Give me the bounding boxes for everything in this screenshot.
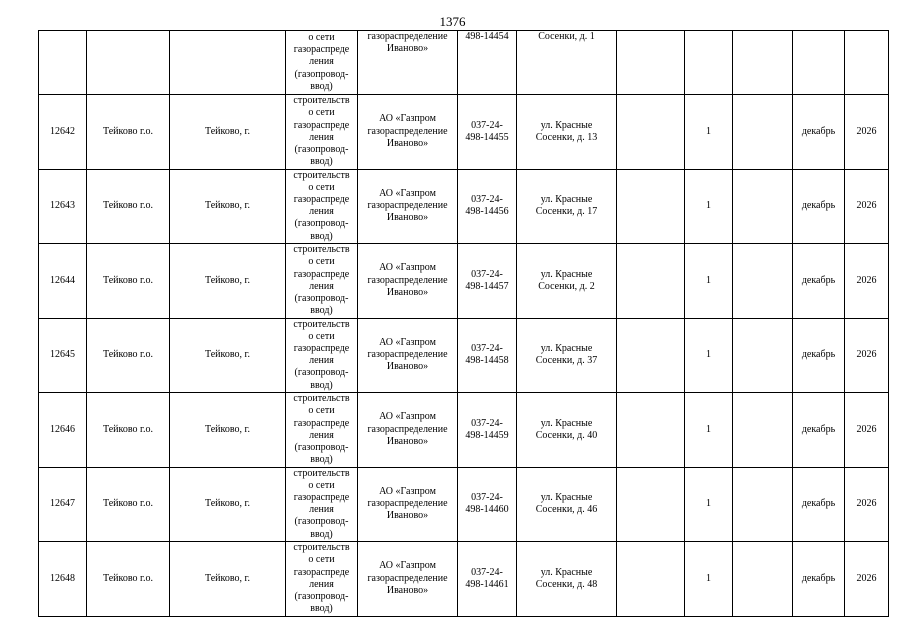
work-type-cell-line: о сети — [308, 479, 335, 491]
row-number-cell: 12642 — [39, 95, 87, 170]
page-number: 1376 — [439, 14, 466, 29]
table-row — [39, 318, 889, 393]
address-cell-line: ул. Красные — [540, 492, 593, 504]
work-type-cell-line: строительств — [293, 542, 350, 554]
organization-cell — [358, 31, 458, 95]
work-type-cell-line: (газопровод- — [294, 218, 349, 230]
year-cell — [845, 31, 889, 95]
row-number-cell: 12643 — [39, 169, 87, 244]
quantity-cell: 1 — [685, 467, 733, 542]
code-cell-line: 498-14461 — [465, 578, 509, 590]
code-cell — [458, 542, 517, 617]
address-cell-line: Сосенки, д. 17 — [535, 206, 598, 218]
organization-cell-line: газораспределение — [367, 200, 448, 212]
row-number-cell: 12645 — [39, 318, 87, 393]
organization-cell-line: Иваново» — [386, 584, 429, 596]
quantity-cell: 1 — [685, 318, 733, 393]
work-type-cell — [286, 318, 358, 393]
year-cell: 2026 — [845, 393, 889, 468]
year-cell: 2026 — [845, 244, 889, 319]
empty-cell — [733, 467, 793, 542]
work-type-cell-line: ления — [309, 429, 334, 441]
address-cell-line: Сосенки, д. 13 — [535, 131, 598, 143]
work-type-cell-line: строительств — [293, 318, 350, 330]
empty-cell — [733, 95, 793, 170]
table-row — [39, 393, 889, 468]
work-type-cell-line: (газопровод- — [294, 143, 349, 155]
work-type-cell-line: ввод) — [310, 454, 333, 466]
work-type-cell-line: ления — [309, 280, 334, 292]
address-cell-line: Сосенки, д. 37 — [535, 355, 598, 367]
address-cell — [517, 244, 617, 319]
organization-cell-line: АО «Газпром — [379, 560, 436, 572]
table-row — [39, 467, 889, 542]
settlement-cell: Тейково, г. — [170, 542, 286, 617]
municipality-cell: Тейково г.о. — [87, 542, 170, 617]
empty-cell — [733, 169, 793, 244]
year-cell: 2026 — [845, 95, 889, 170]
empty-cell — [733, 244, 793, 319]
municipality-cell: Тейково г.о. — [87, 467, 170, 542]
work-type-cell-line: ввод) — [310, 230, 333, 242]
work-type-cell-line: (газопровод- — [294, 516, 349, 528]
organization-cell-line: газораспределение — [367, 125, 448, 137]
organization-cell-line: газораспределение — [367, 572, 448, 584]
work-type-cell-line: ввод) — [310, 379, 333, 391]
address-cell — [517, 467, 617, 542]
address-cell-line: ул. Красные — [540, 194, 593, 206]
code-cell-line: 498-14456 — [465, 206, 509, 218]
empty-cell — [617, 31, 685, 95]
work-type-cell-line: о сети — [308, 31, 335, 43]
month-cell — [793, 31, 845, 95]
code-cell-line: 037-24- — [471, 119, 503, 131]
organization-cell — [358, 393, 458, 468]
settlement-cell: Тейково, г. — [170, 169, 286, 244]
municipality-cell: Тейково г.о. — [87, 169, 170, 244]
organization-cell — [358, 318, 458, 393]
code-cell — [458, 169, 517, 244]
address-cell-line: ул. Красные — [540, 343, 593, 355]
code-cell-line: 037-24- — [471, 417, 503, 429]
address-cell — [517, 31, 617, 95]
work-type-cell-line: строительств — [293, 393, 350, 405]
address-cell-line: Сосенки, д. 1 — [538, 31, 595, 42]
code-cell — [458, 95, 517, 170]
address-cell-line: Сосенки, д. 46 — [535, 504, 598, 516]
code-cell — [458, 244, 517, 319]
work-type-cell-line: (газопровод- — [294, 292, 349, 304]
work-type-cell-line: ввод) — [310, 603, 333, 615]
work-type-cell-line: строительств — [293, 169, 350, 181]
organization-cell-line: газораспределение — [367, 31, 448, 42]
settlement-cell — [170, 31, 286, 95]
empty-cell — [617, 95, 685, 170]
quantity-cell: 1 — [685, 542, 733, 617]
code-cell-line: 498-14459 — [465, 429, 509, 441]
table-row — [39, 95, 889, 170]
work-type-cell-line: ввод) — [310, 156, 333, 168]
quantity-cell: 1 — [685, 169, 733, 244]
work-type-cell-line: ления — [309, 578, 334, 590]
quantity-cell: 1 — [685, 244, 733, 319]
organization-cell-line: Иваново» — [386, 137, 429, 149]
code-cell-line: 498-14458 — [465, 355, 509, 367]
municipality-cell — [87, 31, 170, 95]
table-row — [39, 542, 889, 617]
work-type-cell-line: ввод) — [310, 305, 333, 317]
code-cell — [458, 467, 517, 542]
work-type-cell-line: газораспреде — [293, 194, 350, 206]
organization-cell — [358, 169, 458, 244]
work-type-cell-line: газораспреде — [293, 492, 350, 504]
quantity-cell — [685, 31, 733, 95]
work-type-cell-line: (газопровод- — [294, 68, 349, 80]
empty-cell — [617, 244, 685, 319]
work-type-cell-line: ления — [309, 504, 334, 516]
work-type-cell-line: о сети — [308, 330, 335, 342]
work-type-cell-line: газораспреде — [293, 119, 350, 131]
work-type-cell — [286, 31, 358, 95]
organization-cell-line: газораспределение — [367, 349, 448, 361]
registry-body — [39, 31, 889, 617]
work-type-cell-line: ления — [309, 206, 334, 218]
address-cell — [517, 393, 617, 468]
organization-cell-line: газораспределение — [367, 423, 448, 435]
work-type-cell-line: строительств — [293, 467, 350, 479]
empty-cell — [733, 31, 793, 95]
address-cell-line: Сосенки, д. 40 — [535, 429, 598, 441]
work-type-cell-line: ления — [309, 355, 334, 367]
code-cell — [458, 393, 517, 468]
month-cell: декабрь — [793, 393, 845, 468]
work-type-cell-line: о сети — [308, 107, 335, 119]
organization-cell-line: Иваново» — [386, 43, 429, 55]
work-type-cell-line: строительств — [293, 244, 350, 256]
organization-cell-line: АО «Газпром — [379, 485, 436, 497]
empty-cell — [617, 467, 685, 542]
month-cell: декабрь — [793, 95, 845, 170]
registry-table — [38, 30, 889, 617]
organization-cell-line: газораспределение — [367, 498, 448, 510]
municipality-cell: Тейково г.о. — [87, 95, 170, 170]
work-type-cell-line: ввод) — [310, 80, 333, 92]
work-type-cell-line: о сети — [308, 181, 335, 193]
organization-cell — [358, 95, 458, 170]
year-cell: 2026 — [845, 169, 889, 244]
code-cell-line: 498-14457 — [465, 280, 509, 292]
organization-cell-line: Иваново» — [386, 286, 429, 298]
municipality-cell: Тейково г.о. — [87, 318, 170, 393]
work-type-cell-line: ления — [309, 56, 334, 68]
work-type-cell-line: о сети — [308, 405, 335, 417]
organization-cell-line: АО «Газпром — [379, 187, 436, 199]
address-cell-line: ул. Красные — [540, 268, 593, 280]
code-cell — [458, 318, 517, 393]
work-type-cell-line: газораспреде — [293, 343, 350, 355]
work-type-cell-line: газораспреде — [293, 268, 350, 280]
month-cell: декабрь — [793, 318, 845, 393]
work-type-cell-line: о сети — [308, 256, 335, 268]
work-type-cell — [286, 95, 358, 170]
municipality-cell: Тейково г.о. — [87, 393, 170, 468]
address-cell — [517, 169, 617, 244]
organization-cell — [358, 467, 458, 542]
month-cell: декабрь — [793, 244, 845, 319]
organization-cell-line: Иваново» — [386, 361, 429, 373]
organization-cell-line: АО «Газпром — [379, 336, 436, 348]
table-row — [39, 31, 889, 95]
settlement-cell: Тейково, г. — [170, 244, 286, 319]
work-type-cell-line: ввод) — [310, 528, 333, 540]
quantity-cell: 1 — [685, 95, 733, 170]
address-cell — [517, 95, 617, 170]
work-type-cell-line: (газопровод- — [294, 441, 349, 453]
address-cell-line: ул. Красные — [540, 417, 593, 429]
code-cell-line: 037-24- — [471, 194, 503, 206]
empty-cell — [617, 169, 685, 244]
empty-cell — [617, 318, 685, 393]
organization-cell — [358, 244, 458, 319]
work-type-cell-line: газораспреде — [293, 417, 350, 429]
row-number-cell: 12647 — [39, 467, 87, 542]
address-cell-line: Сосенки, д. 2 — [538, 280, 595, 292]
row-number-cell — [39, 31, 87, 95]
row-number-cell: 12646 — [39, 393, 87, 468]
settlement-cell: Тейково, г. — [170, 393, 286, 468]
code-cell-line: 498-14454 — [465, 31, 509, 42]
organization-cell-line: Иваново» — [386, 212, 429, 224]
address-cell-line: Сосенки, д. 48 — [535, 578, 598, 590]
work-type-cell — [286, 169, 358, 244]
year-cell: 2026 — [845, 467, 889, 542]
row-number-cell: 12644 — [39, 244, 87, 319]
work-type-cell — [286, 393, 358, 468]
organization-cell-line: Иваново» — [386, 435, 429, 447]
address-cell — [517, 318, 617, 393]
address-cell-line: ул. Красные — [540, 119, 593, 131]
row-number-cell: 12648 — [39, 542, 87, 617]
work-type-cell-line: (газопровод- — [294, 367, 349, 379]
code-cell — [458, 31, 517, 95]
address-cell-line: ул. Красные — [540, 566, 593, 578]
organization-cell-line: АО «Газпром — [379, 411, 436, 423]
work-type-cell-line: строительств — [293, 95, 350, 107]
organization-cell-line: АО «Газпром — [379, 262, 436, 274]
year-cell: 2026 — [845, 542, 889, 617]
empty-cell — [733, 318, 793, 393]
work-type-cell — [286, 542, 358, 617]
code-cell-line: 498-14455 — [465, 131, 509, 143]
address-cell — [517, 542, 617, 617]
work-type-cell — [286, 244, 358, 319]
code-cell-line: 037-24- — [471, 566, 503, 578]
table-row — [39, 244, 889, 319]
municipality-cell: Тейково г.о. — [87, 244, 170, 319]
code-cell-line: 037-24- — [471, 268, 503, 280]
month-cell: декабрь — [793, 542, 845, 617]
quantity-cell: 1 — [685, 393, 733, 468]
empty-cell — [617, 542, 685, 617]
month-cell: декабрь — [793, 169, 845, 244]
code-cell-line: 037-24- — [471, 343, 503, 355]
empty-cell — [733, 393, 793, 468]
settlement-cell: Тейково, г. — [170, 467, 286, 542]
organization-cell — [358, 542, 458, 617]
empty-cell — [733, 542, 793, 617]
table-row — [39, 169, 889, 244]
organization-cell-line: Иваново» — [386, 510, 429, 522]
code-cell-line: 037-24- — [471, 492, 503, 504]
work-type-cell-line: ления — [309, 131, 334, 143]
work-type-cell-line: о сети — [308, 554, 335, 566]
organization-cell-line: АО «Газпром — [379, 113, 436, 125]
month-cell: декабрь — [793, 467, 845, 542]
code-cell-line: 498-14460 — [465, 504, 509, 516]
work-type-cell — [286, 467, 358, 542]
work-type-cell-line: газораспреде — [293, 44, 350, 56]
empty-cell — [617, 393, 685, 468]
work-type-cell-line: газораспреде — [293, 566, 350, 578]
year-cell: 2026 — [845, 318, 889, 393]
work-type-cell-line: (газопровод- — [294, 590, 349, 602]
organization-cell-line: газораспределение — [367, 274, 448, 286]
settlement-cell: Тейково, г. — [170, 95, 286, 170]
settlement-cell: Тейково, г. — [170, 318, 286, 393]
